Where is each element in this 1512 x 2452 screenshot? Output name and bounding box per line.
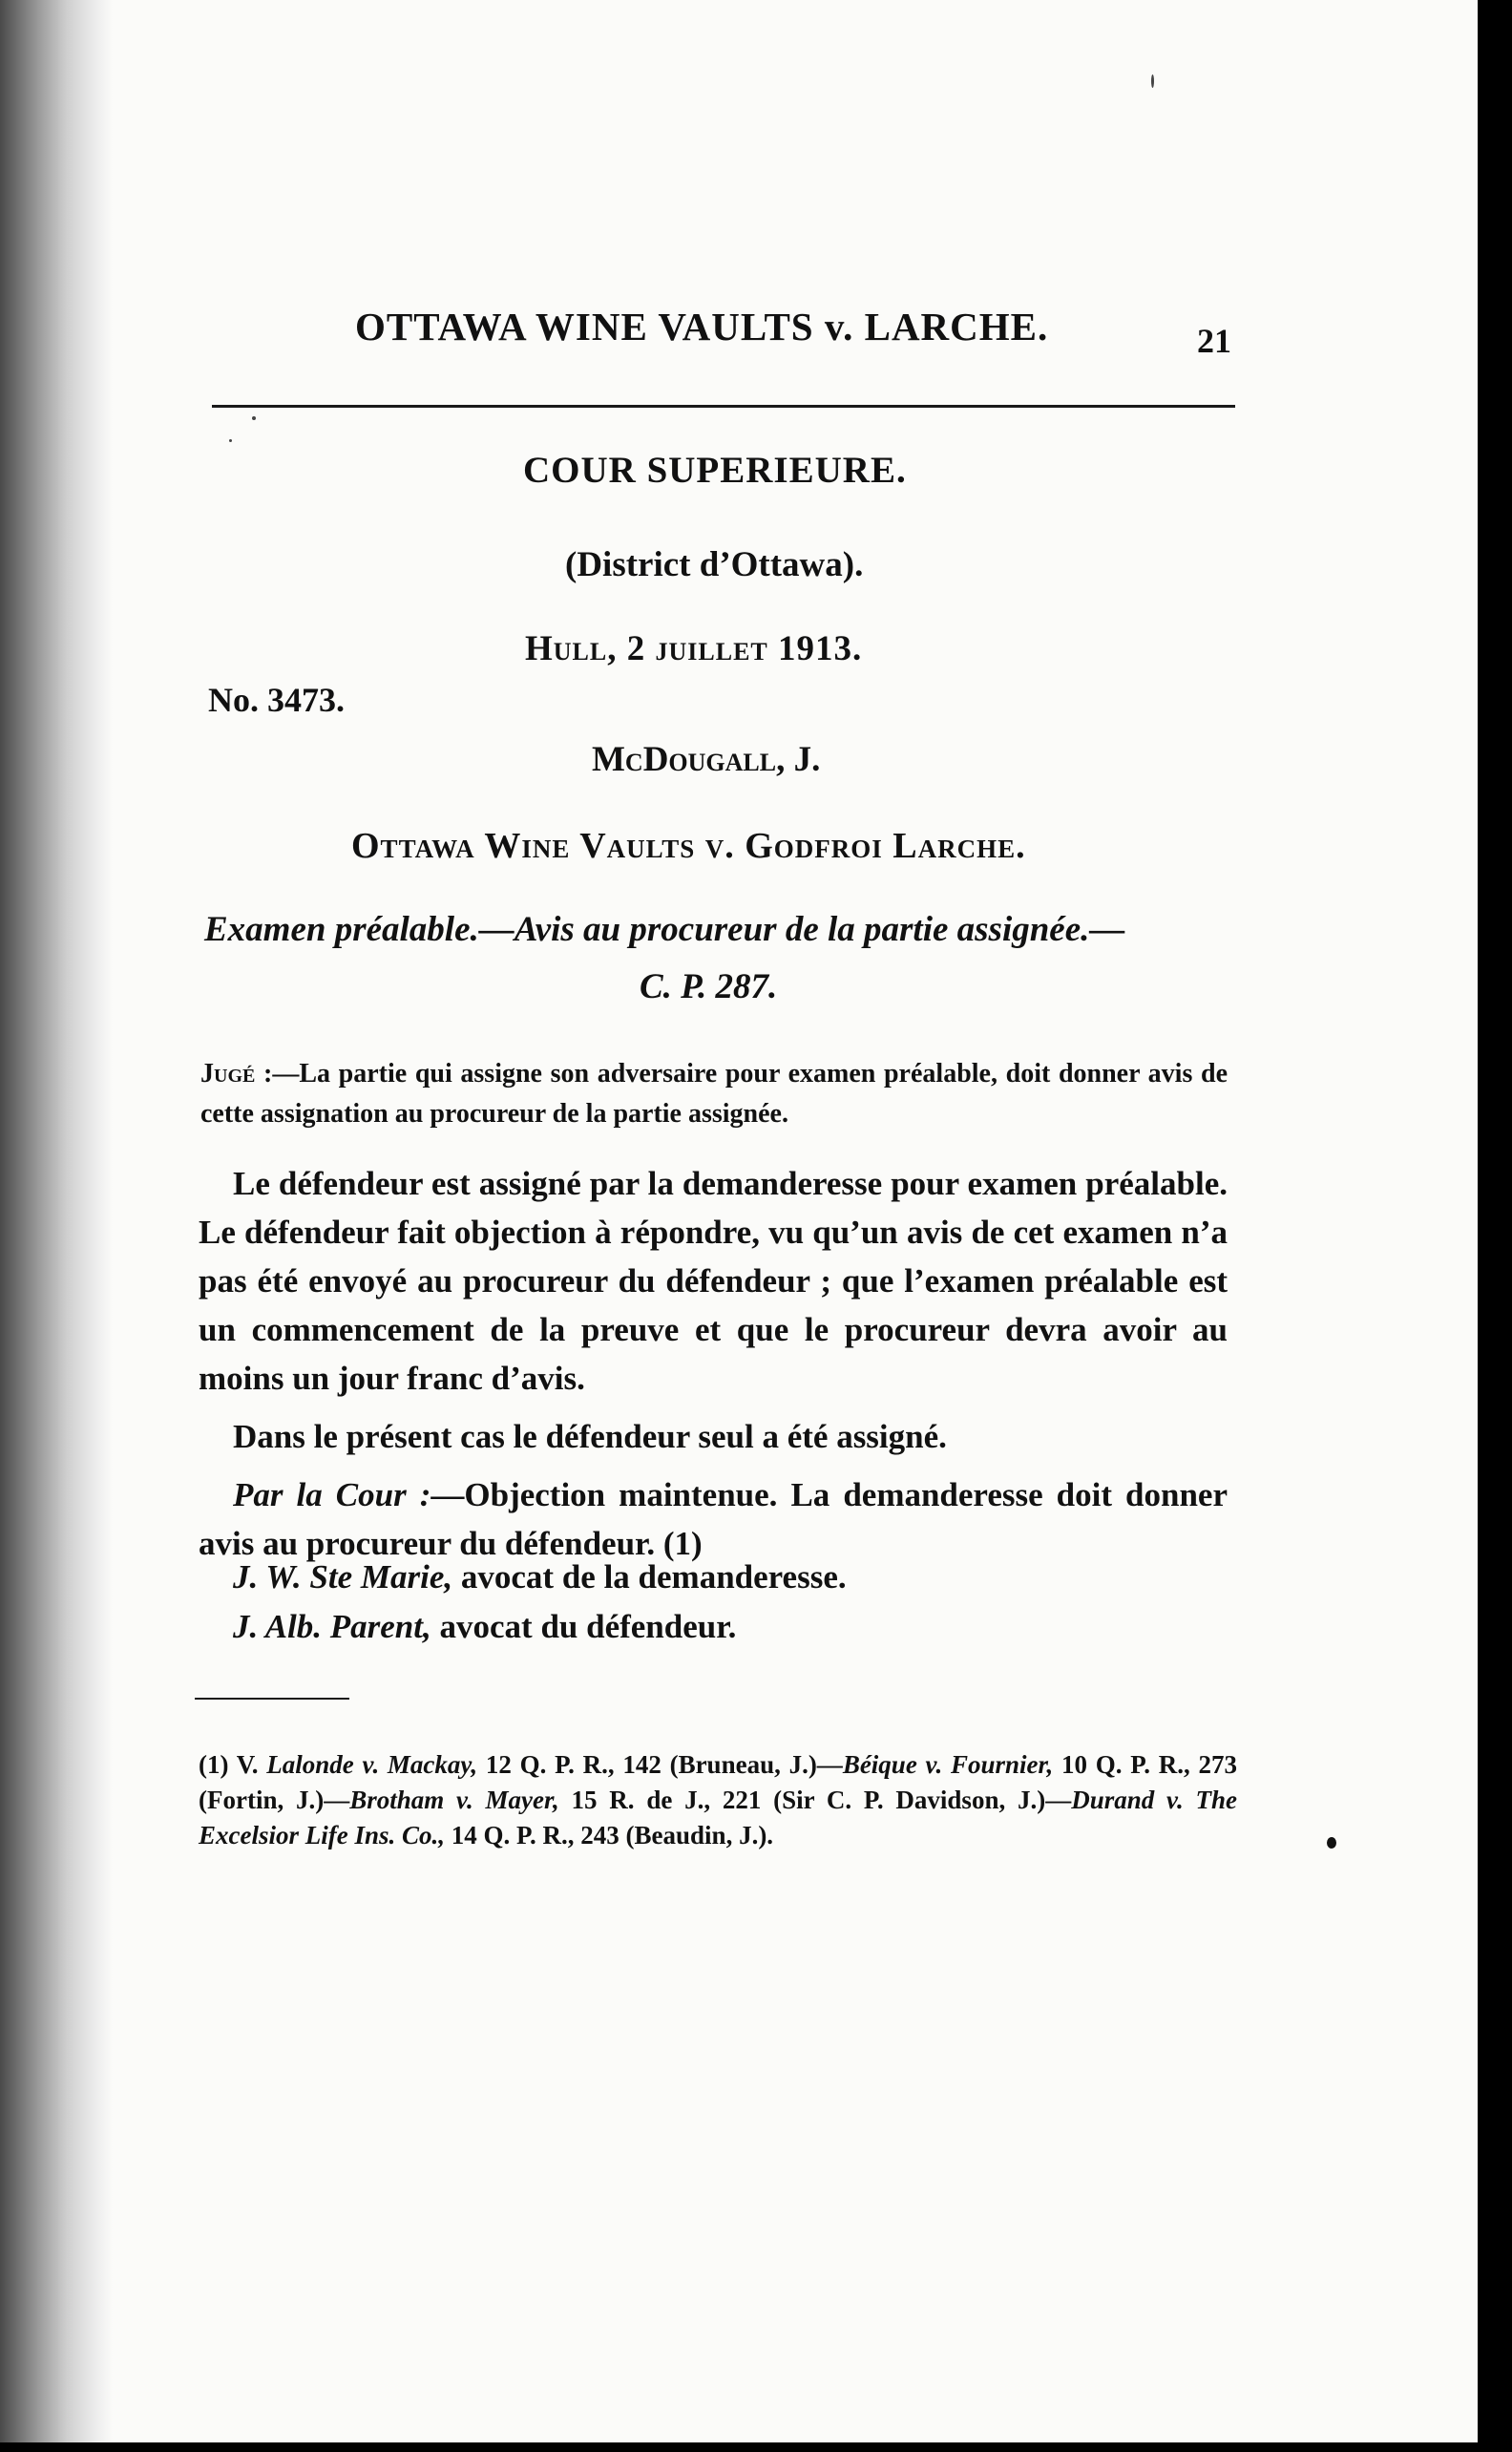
court-heading: COUR SUPERIEURE. bbox=[523, 450, 907, 491]
scan-speck bbox=[229, 439, 232, 442]
case-number: No. 3473. bbox=[208, 681, 345, 719]
judgment-body bbox=[199, 1159, 1228, 1568]
place-date: Hull, 2 juillet 1913. bbox=[525, 629, 863, 668]
defendant-counsel bbox=[233, 1608, 736, 1646]
footnote-rule bbox=[195, 1698, 349, 1700]
footnote-citation: 14 Q. P. R., 243 (Beaudin, J.). bbox=[445, 1821, 774, 1850]
footnote-marker: (1) V. bbox=[199, 1750, 267, 1779]
body-paragraph: Dans le présent cas le défendeur seul a été assigné. bbox=[233, 1418, 947, 1455]
defendant-counsel-name: J. Alb. Parent, bbox=[233, 1608, 431, 1645]
plaintiff-counsel-name: J. W. Ste Marie, bbox=[233, 1558, 453, 1596]
defendant-counsel-role: avocat du défendeur. bbox=[430, 1608, 737, 1645]
ruling-paragraph bbox=[199, 1470, 1228, 1568]
headnote-keywords: Examen préalable.—Avis au procureur de la partie assignée.— bbox=[204, 910, 1125, 949]
footnote-case: Béique v. Fournier, bbox=[842, 1750, 1054, 1779]
ink-dot bbox=[1327, 1837, 1336, 1849]
holding-paragraph bbox=[200, 1054, 1228, 1134]
book-gutter-shadow bbox=[0, 0, 113, 2442]
plaintiff-counsel-role: avocat de la demanderesse. bbox=[452, 1558, 847, 1596]
running-title: OTTAWA WINE VAULTS v. LARCHE. bbox=[355, 305, 1049, 349]
case-parties: Ottawa Wine Vaults v. Godfroi Larche. bbox=[351, 826, 1026, 866]
footnote-citation: 12 Q. P. R., 142 (Bruneau, J.)— bbox=[477, 1750, 843, 1779]
footnote-citation: 10 Q. P. R., 273 (Fortin, J.)— bbox=[199, 1750, 1237, 1814]
district-heading: (District d’Ottawa). bbox=[565, 545, 864, 584]
header-rule bbox=[212, 405, 1235, 408]
footnote-citation: 15 R. de J., 221 (Sir C. P. Davidson, J.)— bbox=[558, 1786, 1072, 1814]
holding-label: Jugé bbox=[200, 1059, 256, 1089]
page-number: 21 bbox=[1197, 322, 1231, 360]
footnote-case: Lalonde v. Mackay, bbox=[266, 1750, 478, 1779]
footnote-case: Brotham v. Mayer, bbox=[349, 1786, 559, 1814]
judge-name: McDougall, J. bbox=[592, 740, 821, 779]
plaintiff-counsel bbox=[233, 1558, 847, 1596]
footnote bbox=[199, 1747, 1237, 1853]
scan-speck bbox=[252, 416, 256, 420]
body-paragraph: Le défendeur est assigné par la demanderesse pour examen préalable. Le défendeur fait objection à répondre, vu qu’un avis de cet examen n’a pas été envoyé au procureur du défendeur ; que l’examen préalable est un commencement de la preuve et que le procureur devra avoir au moins un jour franc d’avis. bbox=[199, 1165, 1228, 1397]
footnote-case: Durand v. The Excelsior Life Ins. Co., bbox=[199, 1786, 1238, 1850]
scan-speck bbox=[1151, 74, 1154, 88]
ruling-label: Par la Cour : bbox=[233, 1476, 431, 1513]
ruling-text: —Objection maintenue. La demanderesse doit donner avis au procureur du défendeur. (1) bbox=[199, 1476, 1228, 1562]
holding-text: :—La partie qui assigne son adversaire pour examen préalable, doit donner avis de cette assignation au procureur de la partie assignée. bbox=[200, 1059, 1228, 1129]
headnote-article: C. P. 287. bbox=[640, 967, 778, 1006]
